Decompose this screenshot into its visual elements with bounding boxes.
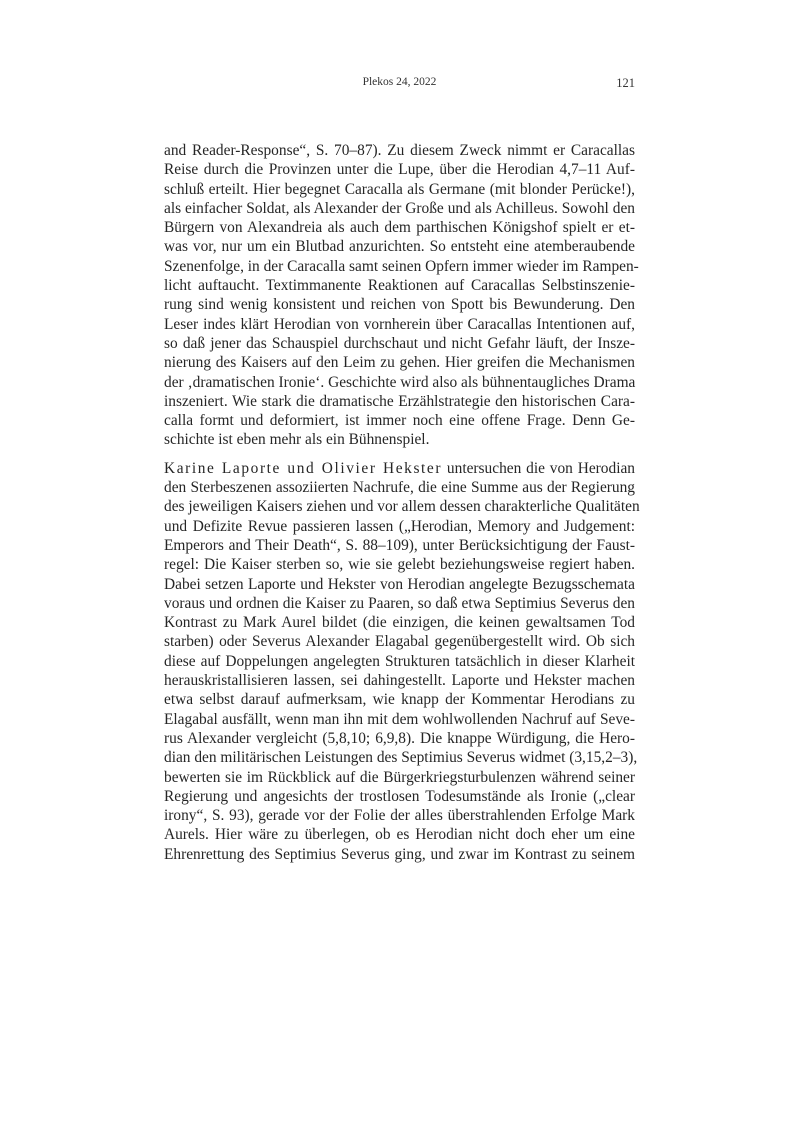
text-line: starben) oder Severus Alexander Elagabal gegenübergestellt wird. Ob sich bbox=[164, 633, 635, 651]
text-line: regel: Die Kaiser sterben so, wie sie gelebt beziehungsweise regiert haben. bbox=[164, 556, 635, 574]
text-line: was vor, nur um ein Blutbad anzurichten. So entsteht eine atemberaubende bbox=[164, 238, 635, 256]
text-line: schluß erteilt. Hier begegnet Caracalla als Germane (mit blonder Perücke!), bbox=[164, 180, 635, 198]
text-line: Aurels. Hier wäre zu überlegen, ob es Herodian nicht doch eher um eine bbox=[164, 826, 635, 844]
text-line: schichte ist eben mehr als ein Bühnenspiel. bbox=[164, 431, 430, 449]
text-line: und Defizite Revue passieren lassen („Herodian, Memory and Judgement: bbox=[164, 517, 635, 535]
text-line: herauskristallisieren lassen, sei dahingestellt. Laporte und Hekster machen bbox=[164, 672, 635, 690]
text-line: Elagabal ausfällt, wenn man ihn mit dem wohlwollenden Nachruf auf Seve- bbox=[164, 710, 635, 728]
text-line: voraus und ordnen die Kaiser zu Paaren, so daß etwa Septimius Severus den bbox=[164, 594, 635, 612]
paragraph-1 bbox=[164, 141, 639, 450]
text-line: inszeniert. Wie stark die dramatische Erzählstrategie den historischen Cara- bbox=[164, 392, 635, 410]
text-line: Reise durch die Provinzen unter die Lupe, über die Herodian 4,7–11 Auf- bbox=[164, 161, 635, 179]
text-line: Regierung und angesichts der trostlosen Todesumstände als Ironie („clear bbox=[164, 787, 635, 805]
body-text bbox=[164, 141, 640, 864]
text-line: licht auftaucht. Textimmanente Reaktionen auf Caracallas Selbstinszenie- bbox=[164, 277, 635, 295]
text-line: Emperors and Their Death“, S. 88–109), unter Berücksichtigung der Faust- bbox=[164, 536, 635, 554]
text-line: als einfacher Soldat, als Alexander der Große und als Achilleus. Sowohl den bbox=[164, 199, 635, 217]
text-line: Bürgern von Alexandreia als auch dem parthischen Königshof spielt er et- bbox=[164, 219, 635, 237]
text-line: Kontrast zu Mark Aurel bildet (die einzigen, die keinen gewaltsamen Tod bbox=[164, 614, 635, 632]
text-line: den Sterbeszenen assoziierten Nachrufe, die eine Summe aus der Regierung bbox=[164, 479, 635, 497]
paragraph-2 bbox=[164, 459, 640, 864]
text-line: Szenenfolge, in der Caracalla samt seinen Opfern immer wieder im Rampen- bbox=[164, 257, 639, 275]
text-line: nierung des Kaisers auf den Leim zu gehen. Hier greifen die Mechanismen bbox=[164, 354, 635, 372]
text-line: Dabei setzen Laporte und Hekster von Herodian angelegte Bezugsschemata bbox=[164, 575, 635, 593]
text-line: so daß jener das Schauspiel durchschaut und nicht Gefahr läuft, der Insze- bbox=[164, 334, 635, 352]
text-line: des jeweiligen Kaisers ziehen und vor allem dessen charakterliche Qualitäten bbox=[164, 498, 640, 516]
text-fragment: untersuchen die von Herodian bbox=[442, 459, 635, 477]
text-line: der ‚dramatischen Ironie‘. Geschichte wird also als bühnentaugliches Drama bbox=[164, 373, 636, 391]
text-line: Ehrenrettung des Septimius Severus ging, und zwar im Kontrast zu seinem bbox=[164, 845, 635, 863]
text-line: dian den militärischen Leistungen des Septimius Severus widmet (3,15,2–3), bbox=[164, 749, 638, 767]
text-line: calla formt und deformiert, ist immer noch eine offene Frage. Denn Ge- bbox=[164, 412, 635, 430]
text-line: rus Alexander vergleicht (5,8,10; 6,9,8). Die knappe Würdigung, die Hero- bbox=[164, 729, 635, 747]
running-head bbox=[164, 76, 635, 92]
text-line: and Reader-Response“, S. 70–87). Zu diesem Zweck nimmt er Caracallas bbox=[164, 142, 635, 159]
text-line: Leser indes klärt Herodian von vornherein über Caracallas Intentionen auf, bbox=[164, 315, 635, 333]
author-names: Karine Laporte und Olivier Hekster bbox=[164, 459, 443, 477]
text-line: diese auf Doppelungen angelegten Strukturen tatsächlich in dieser Klarheit bbox=[164, 652, 635, 670]
journal-title: Plekos 24, 2022 bbox=[362, 76, 437, 88]
text-line: rung sind wenig konsistent und reichen von Spott bis Bewunderung. Den bbox=[164, 296, 635, 314]
text-line: irony“, S. 93), gerade vor der Folie der alles überstrahlenden Erfolge Mark bbox=[164, 807, 635, 825]
page-number: 121 bbox=[616, 76, 635, 90]
text-line: etwa selbst darauf aufmerksam, wie knapp der Kommentar Herodians zu bbox=[164, 691, 635, 709]
text-line-first bbox=[164, 459, 635, 478]
text-line: bewerten sie im Rückblick auf die Bürgerkriegsturbulenzen während seiner bbox=[164, 768, 635, 786]
